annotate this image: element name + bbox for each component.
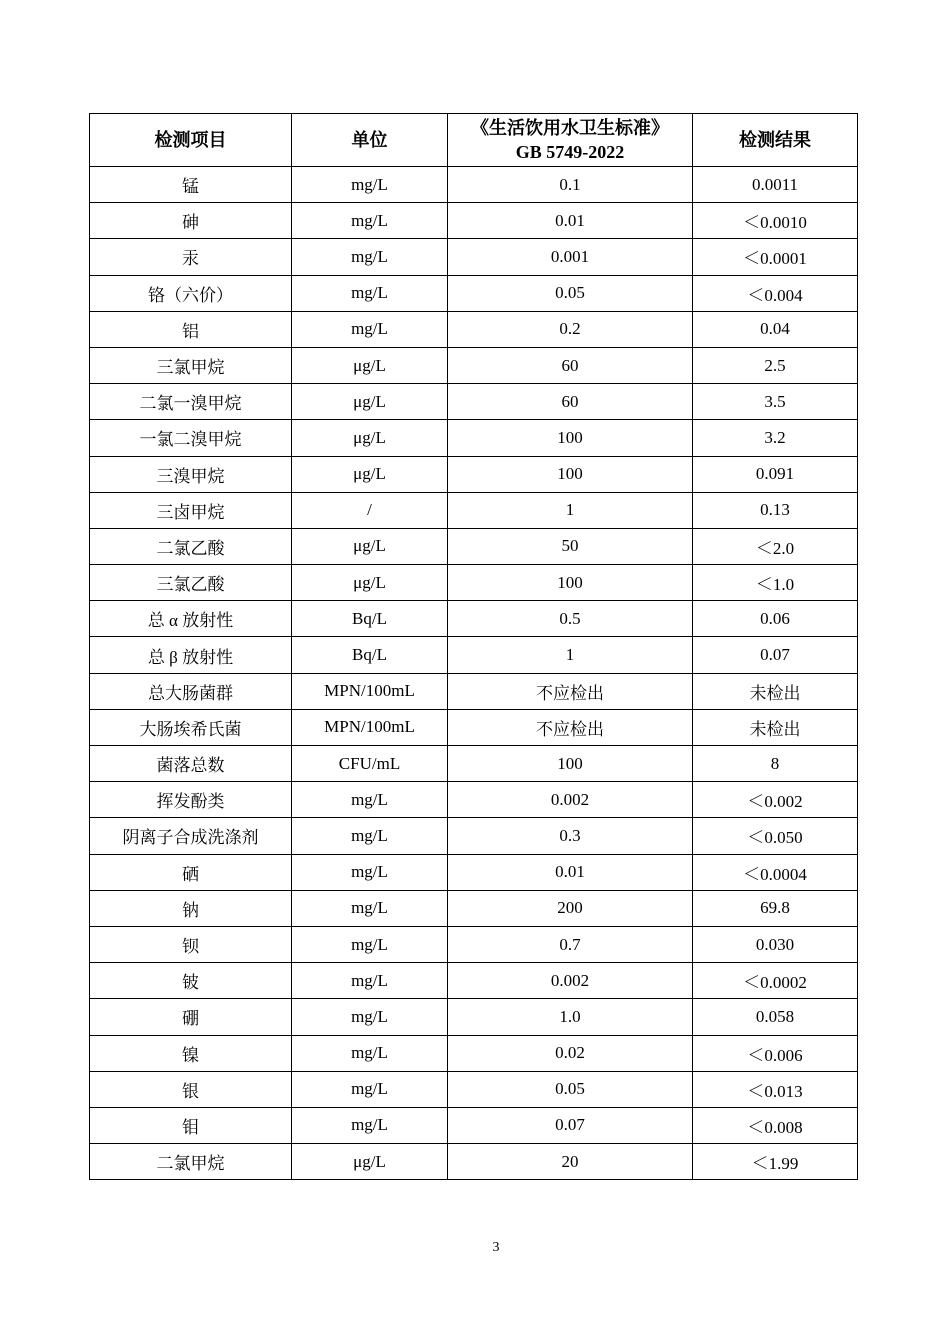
- table-row: [90, 311, 858, 347]
- table-row: [90, 565, 858, 601]
- standard-limit-cell: 0.3: [448, 818, 693, 854]
- unit-cell: Bq/L: [292, 637, 448, 673]
- table-row: [90, 239, 858, 275]
- standard-limit-cell: 60: [448, 384, 693, 420]
- table-row: [90, 999, 858, 1035]
- standard-limit-cell: 1: [448, 492, 693, 528]
- unit-cell: mg/L: [292, 275, 448, 311]
- result-cell: ＜2.0: [693, 528, 858, 564]
- unit-cell: mg/L: [292, 167, 448, 203]
- unit-cell: CFU/mL: [292, 746, 448, 782]
- unit-cell: μg/L: [292, 420, 448, 456]
- unit-cell: mg/L: [292, 203, 448, 239]
- item-name-cell: 二氯一溴甲烷: [90, 384, 292, 420]
- item-name-cell: 镍: [90, 1035, 292, 1071]
- item-name-cell: 三氯乙酸: [90, 565, 292, 601]
- table-row: [90, 926, 858, 962]
- unit-cell: MPN/100mL: [292, 709, 448, 745]
- result-cell: ＜0.006: [693, 1035, 858, 1071]
- unit-cell: mg/L: [292, 311, 448, 347]
- result-cell: ＜0.0004: [693, 854, 858, 890]
- standard-limit-cell: 0.5: [448, 601, 693, 637]
- item-name-cell: 菌落总数: [90, 746, 292, 782]
- standard-limit-cell: 60: [448, 347, 693, 383]
- unit-cell: μg/L: [292, 347, 448, 383]
- item-name-cell: 砷: [90, 203, 292, 239]
- result-cell: ＜0.0001: [693, 239, 858, 275]
- standard-limit-cell: 0.01: [448, 203, 693, 239]
- standard-limit-cell: 0.05: [448, 275, 693, 311]
- result-cell: ＜1.99: [693, 1144, 858, 1180]
- result-cell: 0.0011: [693, 167, 858, 203]
- result-cell: 未检出: [693, 709, 858, 745]
- table-row: [90, 601, 858, 637]
- item-name-cell: 铬（六价）: [90, 275, 292, 311]
- table-row: [90, 1071, 858, 1107]
- result-cell: ＜0.050: [693, 818, 858, 854]
- unit-cell: /: [292, 492, 448, 528]
- standard-code-line: GB 5749-2022: [515, 142, 625, 162]
- standard-limit-cell: 0.01: [448, 854, 693, 890]
- table-row: [90, 637, 858, 673]
- header-unit-column: 单位: [292, 114, 448, 167]
- table-row: [90, 890, 858, 926]
- table-row: [90, 528, 858, 564]
- table-row: [90, 963, 858, 999]
- standard-limit-cell: 100: [448, 565, 693, 601]
- result-cell: ＜0.0010: [693, 203, 858, 239]
- item-name-cell: 铝: [90, 311, 292, 347]
- item-name-cell: 硒: [90, 854, 292, 890]
- unit-cell: mg/L: [292, 818, 448, 854]
- item-name-cell: 银: [90, 1071, 292, 1107]
- standard-limit-cell: 100: [448, 420, 693, 456]
- standard-limit-cell: 100: [448, 746, 693, 782]
- table-row: [90, 492, 858, 528]
- item-name-cell: 锰: [90, 167, 292, 203]
- table-row: [90, 384, 858, 420]
- result-cell: ＜0.0002: [693, 963, 858, 999]
- unit-cell: mg/L: [292, 1107, 448, 1143]
- standard-limit-cell: 20: [448, 1144, 693, 1180]
- standard-limit-cell: 0.001: [448, 239, 693, 275]
- item-name-cell: 总大肠菌群: [90, 673, 292, 709]
- table-header-row: [90, 114, 858, 167]
- standard-limit-cell: 0.002: [448, 963, 693, 999]
- item-name-cell: 二氯乙酸: [90, 528, 292, 564]
- item-name-cell: 铍: [90, 963, 292, 999]
- table-row: [90, 673, 858, 709]
- result-cell: 未检出: [693, 673, 858, 709]
- item-name-cell: 总 β 放射性: [90, 637, 292, 673]
- result-cell: 8: [693, 746, 858, 782]
- standard-limit-cell: 1.0: [448, 999, 693, 1035]
- unit-cell: mg/L: [292, 782, 448, 818]
- table-row: [90, 456, 858, 492]
- result-cell: 0.13: [693, 492, 858, 528]
- standard-limit-cell: 0.07: [448, 1107, 693, 1143]
- table-row: [90, 203, 858, 239]
- result-cell: 3.5: [693, 384, 858, 420]
- item-name-cell: 三溴甲烷: [90, 456, 292, 492]
- item-name-cell: 钡: [90, 926, 292, 962]
- item-name-cell: 钠: [90, 890, 292, 926]
- report-table-container: [89, 113, 858, 1180]
- result-cell: ＜0.002: [693, 782, 858, 818]
- unit-cell: μg/L: [292, 1144, 448, 1180]
- standard-limit-cell: 0.002: [448, 782, 693, 818]
- table-body: [90, 167, 858, 1180]
- item-name-cell: 阴离子合成洗涤剂: [90, 818, 292, 854]
- item-name-cell: 硼: [90, 999, 292, 1035]
- table-row: [90, 709, 858, 745]
- page-number: 3: [492, 1240, 500, 1255]
- result-cell: 0.091: [693, 456, 858, 492]
- standard-limit-cell: 50: [448, 528, 693, 564]
- result-cell: 0.04: [693, 311, 858, 347]
- item-name-cell: 三氯甲烷: [90, 347, 292, 383]
- table-row: [90, 782, 858, 818]
- item-name-cell: 二氯甲烷: [90, 1144, 292, 1180]
- item-name-cell: 一氯二溴甲烷: [90, 420, 292, 456]
- water-quality-table: [89, 113, 858, 1180]
- standard-limit-cell: 200: [448, 890, 693, 926]
- standard-limit-cell: 0.1: [448, 167, 693, 203]
- table-row: [90, 420, 858, 456]
- unit-cell: μg/L: [292, 456, 448, 492]
- result-cell: ＜0.004: [693, 275, 858, 311]
- table-row: [90, 1035, 858, 1071]
- table-row: [90, 1107, 858, 1143]
- result-cell: 3.2: [693, 420, 858, 456]
- standard-limit-cell: 不应检出: [448, 673, 693, 709]
- standard-limit-cell: 0.7: [448, 926, 693, 962]
- item-name-cell: 大肠埃希氏菌: [90, 709, 292, 745]
- table-row: [90, 818, 858, 854]
- table-row: [90, 275, 858, 311]
- table-header: [90, 114, 858, 167]
- standard-limit-cell: 0.02: [448, 1035, 693, 1071]
- result-cell: 0.06: [693, 601, 858, 637]
- item-name-cell: 三卤甲烷: [90, 492, 292, 528]
- item-name-cell: 钼: [90, 1107, 292, 1143]
- result-cell: 0.07: [693, 637, 858, 673]
- unit-cell: mg/L: [292, 854, 448, 890]
- header-item-column: 检测项目: [90, 114, 292, 167]
- item-name-cell: 挥发酚类: [90, 782, 292, 818]
- standard-limit-cell: 不应检出: [448, 709, 693, 745]
- unit-cell: mg/L: [292, 890, 448, 926]
- unit-cell: Bq/L: [292, 601, 448, 637]
- standard-limit-cell: 0.2: [448, 311, 693, 347]
- standard-title-line: 《生活饮用水卫生标准》: [471, 118, 669, 138]
- table-row: [90, 1144, 858, 1180]
- result-cell: ＜1.0: [693, 565, 858, 601]
- unit-cell: μg/L: [292, 565, 448, 601]
- result-cell: ＜0.008: [693, 1107, 858, 1143]
- result-cell: 0.058: [693, 999, 858, 1035]
- unit-cell: mg/L: [292, 963, 448, 999]
- table-row: [90, 347, 858, 383]
- standard-limit-cell: 100: [448, 456, 693, 492]
- unit-cell: mg/L: [292, 1035, 448, 1071]
- unit-cell: mg/L: [292, 239, 448, 275]
- result-cell: 0.030: [693, 926, 858, 962]
- standard-limit-cell: 0.05: [448, 1071, 693, 1107]
- item-name-cell: 汞: [90, 239, 292, 275]
- table-row: [90, 854, 858, 890]
- result-cell: 2.5: [693, 347, 858, 383]
- result-cell: ＜0.013: [693, 1071, 858, 1107]
- unit-cell: mg/L: [292, 999, 448, 1035]
- table-row: [90, 746, 858, 782]
- table-row: [90, 167, 858, 203]
- header-standard-column: [448, 114, 693, 167]
- unit-cell: mg/L: [292, 1071, 448, 1107]
- unit-cell: μg/L: [292, 384, 448, 420]
- header-result-column: 检测结果: [693, 114, 858, 167]
- standard-limit-cell: 1: [448, 637, 693, 673]
- item-name-cell: 总 α 放射性: [90, 601, 292, 637]
- unit-cell: mg/L: [292, 926, 448, 962]
- unit-cell: μg/L: [292, 528, 448, 564]
- unit-cell: MPN/100mL: [292, 673, 448, 709]
- result-cell: 69.8: [693, 890, 858, 926]
